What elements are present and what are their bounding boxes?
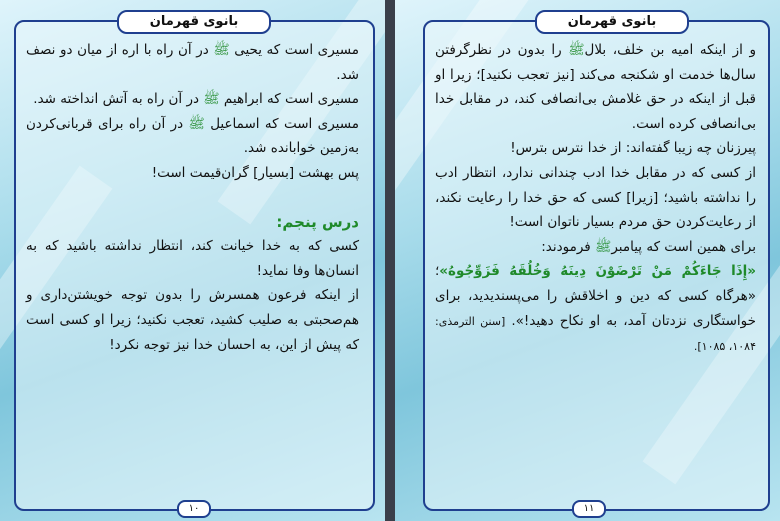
page-header-title: بانوی قهرمان — [535, 10, 689, 34]
paragraph: کسی که به خدا خیانت کند، انتظار نداشته باشید که به انسان‌ها وفا نماید! — [26, 238, 359, 279]
hadith-quote: «إِذَا جَاءَكُمْ مَنْ تَرْضَوْنَ دِينَهُ وَخُلُقَهُ فَزَوِّجُوهُ» — [439, 263, 756, 280]
paragraph: پیرزنان چه زیبا گفته‌اند: از خدا نترس بترس! — [510, 140, 756, 157]
right-page-text — [435, 38, 756, 360]
honorific-glyph: ﷺ — [568, 42, 585, 58]
book-spine — [385, 0, 395, 521]
page-number: ۱۱ — [572, 500, 606, 518]
paragraph: مسیری است که یحیی ﷺ در آن راه با اره از میان دو نصف شد. — [26, 42, 360, 83]
honorific-glyph: ﷺ — [213, 42, 230, 58]
honorific-glyph: ﷺ — [203, 91, 220, 108]
honorific-glyph: ﷺ — [595, 238, 612, 255]
paragraph: مسیری است که اسماعیل ﷺ در آن راه برای قربانی‌کردن به‌زمین خوابانده شد. — [26, 115, 359, 157]
paragraph: و از اینکه امیه بن خلف، بلالﷺ را بدون در نظرگرفتن سال‌ها خدمت او شکنجه می‌کند [نیز تعجب نکنید]؛ زیرا او قبل از اینکه در حق غلامش بی‌انصافی کند، در مقابل خدا بی‌انصافی کرده است. — [435, 42, 756, 132]
right-page — [395, 0, 780, 521]
left-page-text — [26, 38, 359, 357]
left-page — [0, 0, 385, 521]
page-number: ۱۰ — [177, 500, 211, 518]
paragraph: پس بهشت [بسیار] گران‌قیمت است! — [151, 164, 359, 181]
section-heading: درس پنجم: — [276, 212, 359, 231]
page-header-title: بانوی قهرمان — [117, 10, 271, 34]
paragraph: برای همین است که پیامبرﷺ فرمودند: — [541, 238, 756, 255]
honorific-glyph: ﷺ — [188, 115, 205, 132]
paragraph: از اینکه فرعون همسرش را بدون توجه خویشتن‌داری و هم‌صحبتی به صلیب کشید، تعجب نکنید؛ زیرا او کسی است که پیش از این، به احسان خدا نیز توجه نکرد! — [26, 287, 359, 353]
paragraph: از کسی که در مقابل خدا ادب چندانی ندارد، انتظار ادب را نداشته باشید؛ [زیرا] کسی که حق خدا را رعایت نکند، از رعایت‌کردن حق مردم بسیار ناتوان است! — [435, 164, 756, 231]
paragraph: مسیری است که ابراهیم ﷺ در آن راه به آتش انداخته شد. — [33, 91, 359, 108]
paragraph: «إِذَا جَاءَكُمْ مَنْ تَرْضَوْنَ دِينَهُ وَخُلُقَهُ فَزَوِّجُوهُ»؛ «هرگاه کسی که دین و اخلاقش را می‌پسندیدید، برای خواستگاری نزدتان آمد، به او نکاح دهید!». [سنن الترمذی: ۱۰۸۴، ۱۰۸۵]. — [435, 263, 756, 354]
source-reference: [سنن الترمذی: ۱۰۸۴، ۱۰۸۵]. — [435, 314, 756, 354]
